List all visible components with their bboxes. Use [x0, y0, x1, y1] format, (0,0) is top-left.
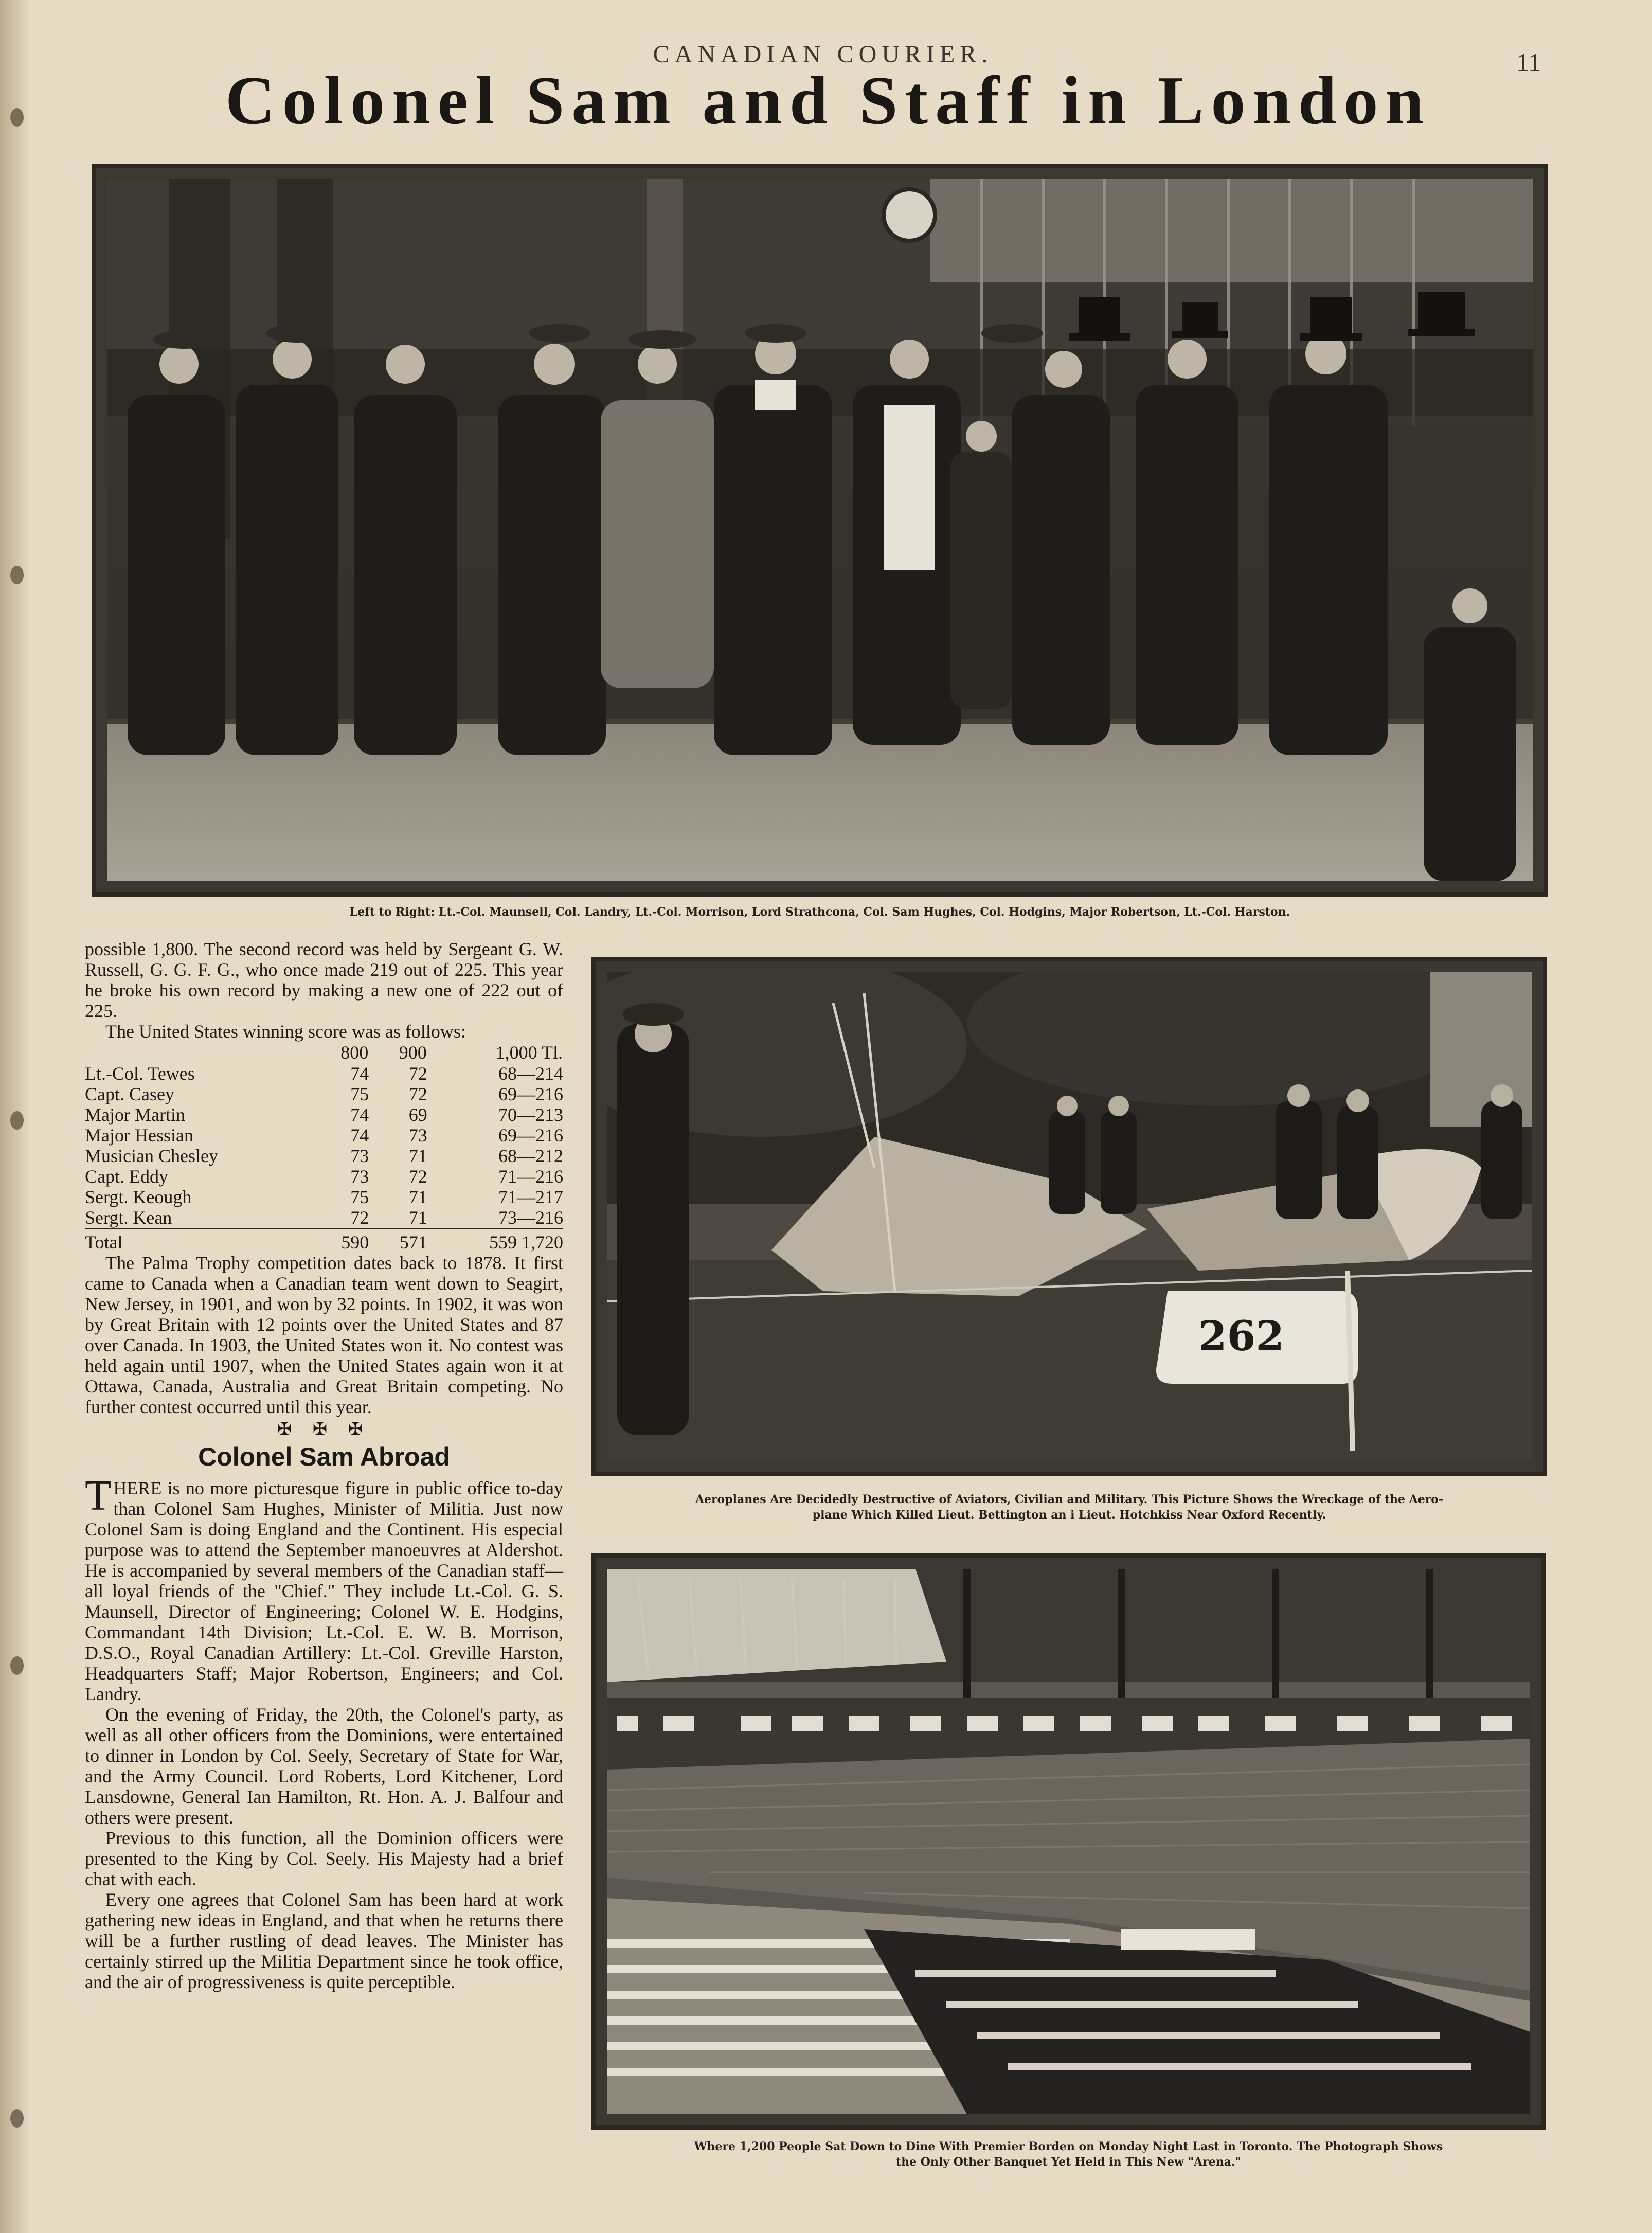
aeroplane-wreck-image: [607, 972, 1532, 1461]
arena-caption-line2: the Only Other Banquet Yet Held in This New "Arena.": [895, 2155, 1242, 2169]
table-total-row: Total 590 571 559 1,720: [85, 1228, 563, 1253]
page-number: 11: [1516, 48, 1541, 77]
drop-cap: T: [85, 1472, 112, 1520]
opening-paragraph: possible 1,800. The second record was held by Sergeant G. W. Russell, G. G. F. G., who once made 219 out of 225. This year he broke his own record by making a new one of 222 out of 225.: [85, 939, 563, 1021]
aeroplane-caption-line2: plane Which Killed Lieut. Bettington an i Lieut. Hotchkiss Near Oxford Recently.: [812, 1508, 1326, 1522]
aeroplane-caption: [591, 1492, 1547, 1523]
article-column: [85, 939, 563, 1992]
table-row: Capt. Casey 75 72 69—216: [85, 1084, 563, 1104]
binding-hole: [10, 1111, 24, 1130]
binding-hole: [10, 566, 24, 584]
header-800: 800: [340, 1042, 369, 1063]
header-1000-total: 1,000 Tl.: [495, 1042, 563, 1063]
masthead: CANADIAN COURIER.: [653, 41, 993, 68]
table-row: Musician Chesley 73 71 68—212: [85, 1146, 563, 1166]
table-row: Major Hessian 74 73 69—216: [85, 1125, 563, 1146]
table-row: Capt. Eddy 73 72 71—216: [85, 1166, 563, 1187]
abroad-paragraph-4: Every one agrees that Colonel Sam has been hard at work gathering new ideas in England, and that when he returns there will be a further rustling of dead leaves. The Minister has certainly stirred up the Militia Department since he took office, and the air of progressiveness is quite perceptible.: [85, 1889, 563, 1992]
table-row: Sergt. Keough 75 71 71—217: [85, 1187, 563, 1207]
abroad-paragraph-2: On the evening of Friday, the 20th, the Colonel's party, as well as all other officers from the Dominions, were entertained to dinner in London by Col. Seely, Secretary of State for War, and the Army Council. Lord Roberts, Lord Kitchener, Lord Lansdowne, General Ian Hamilton, Rt. Hon. A. J. Balfour and others were present.: [85, 1704, 563, 1828]
aeroplane-caption-line1: Aeroplanes Are Decidedly Destructive of Aviators, Civilian and Military. This Picture Shows the Wreckage of the Aero-: [695, 1493, 1444, 1506]
table-row: Major Martin 74 69 70—213: [85, 1104, 563, 1125]
header-900: 900: [399, 1042, 427, 1063]
arena-banquet-image: [607, 1569, 1530, 2114]
subheading: Colonel Sam Abroad: [198, 1442, 450, 1471]
arena-caption-line1: Where 1,200 People Sat Down to Dine With Premier Borden on Monday Night Last in Toronto. The Photograph Shows: [694, 2140, 1443, 2153]
score-table-header: [85, 1042, 563, 1063]
group-photo: [92, 164, 1548, 897]
table-row: Lt.-Col. Tewes 74 72 68—214: [85, 1063, 563, 1084]
group-photo-caption: Left to Right: Lt.-Col. Maunsell, Col. Landry, Lt.-Col. Morrison, Lord Strathcona, Col. Sam Hughes, Col. Hodgins, Major Robertson, Lt.-Col. Harston.: [349, 905, 1290, 919]
wing-number: 262: [1198, 1312, 1284, 1360]
aeroplane-wreck-photo: [591, 957, 1547, 1476]
group-photo-image: [107, 179, 1533, 881]
table-row: Sergt. Kean 72 71 73—216: [85, 1207, 563, 1228]
table-intro: The United States winning score was as follows:: [105, 1021, 466, 1042]
binding-hole: [10, 2109, 24, 2128]
section-ornament: ✠ ✠ ✠: [277, 1420, 371, 1439]
arena-banquet-photo: [591, 1553, 1546, 2130]
binding-hole: [10, 108, 24, 127]
abroad-paragraph-3: Previous to this function, all the Dominion officers were presented to the King by Col. Seely. His Majesty had a brief chat with each.: [85, 1828, 563, 1889]
binding-hole: [10, 1656, 24, 1675]
page-title: Colonel Sam and Staff in London: [225, 62, 1431, 138]
score-table: [85, 1042, 563, 1253]
palma-paragraph: The Palma Trophy competition dates back to 1878. It first came to Canada when a Canadian team went down to Seagirt, New Jersey, in 1901, and won by 32 points. In 1902, it was won by Great Britain with 12 points over the United States and 87 over Canada. In 1903, the United States won it. No contest was held again until 1907, when the United States again won it at Ottawa, Canada, Australia and Great Britain competing. No further contest occurred until this year.: [85, 1253, 563, 1417]
arena-caption: [591, 2139, 1546, 2170]
abroad-paragraph-1: HERE is no more picturesque figure in public office to-day than Colonel Sam Hughes, Minister of Militia. Just now Colonel Sam is doing England and the Continent. His especial purpose was to attend the September manoeuvres at Aldershot. He is accompanied by several members of the Canadian staff—all loyal friends of the "Chief." They include Lt.-Col. G. S. Maunsell, Director of Engineering; Colonel W. E. Hodgins, Commandant 14th Division; Lt.-Col. E. W. B. Morrison, D.S.O., Royal Canadian Artillery: Lt.-Col. Greville Harston, Headquarters Staff; Major Robertson, Engineers; and Col. Landry.: [85, 1478, 563, 1704]
